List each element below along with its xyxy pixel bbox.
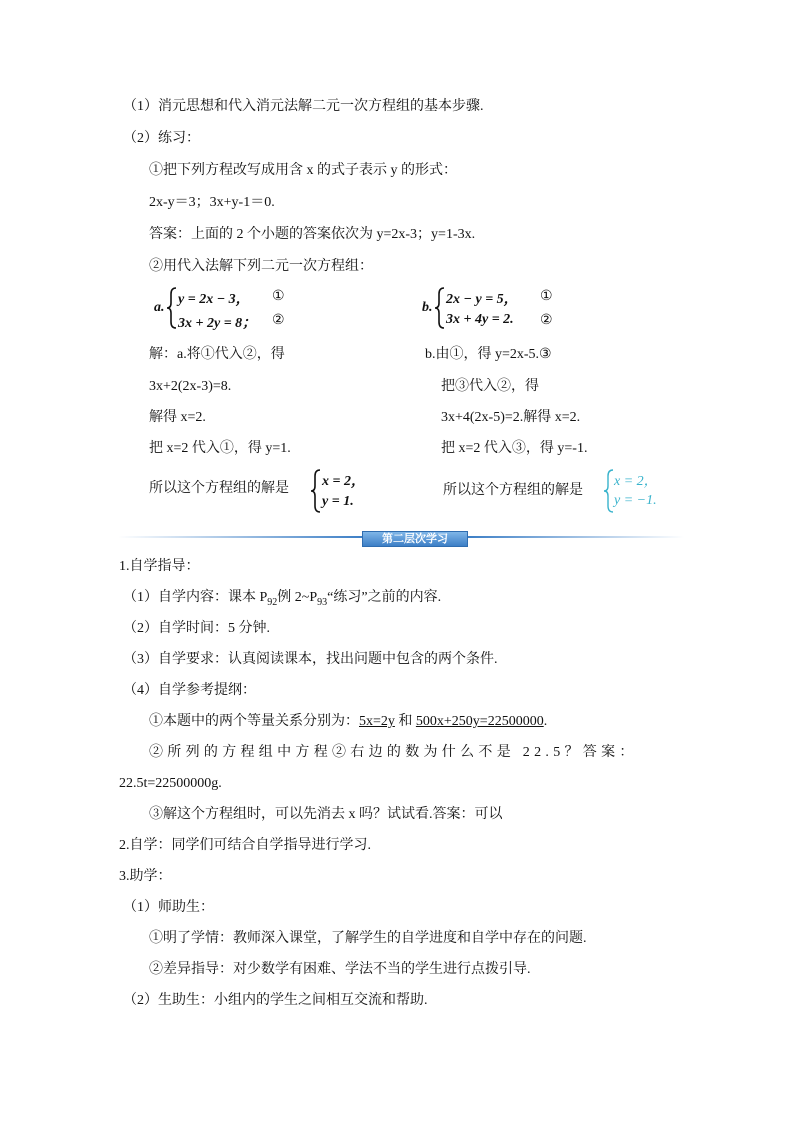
solution-b-step2: 把③代入②，得 (441, 379, 539, 394)
system-b-eq2: 3x + 4y = 2. (446, 312, 514, 327)
exercise-1-answer: 答案：上面的 2 个小题的答案依次为 y=2x-3；y=1-3x. (149, 227, 476, 242)
solution-a-step2: 3x+2(2x-3)=8. (149, 379, 232, 394)
marker-2: ② (272, 313, 285, 328)
left-brace-icon (310, 468, 322, 514)
exercise-2-prompt: ②用代入法解下列二元一次方程组： (149, 259, 373, 274)
solution-a-step4: 把 x=2 代入①，得 y=1. (149, 441, 291, 456)
solution-a-step1: 解：a.将①代入②，得 (149, 347, 285, 362)
section-divider (118, 531, 684, 543)
system-b-eq1: 2x − y = 5， (446, 292, 518, 307)
exercise-1-prompt: ①把下列方程改写成用含 x 的式子表示 y 的形式： (149, 163, 457, 178)
teacher-assist-item-2: ②差异指导：对少数学有困难、学法不当的学生进行点拨引导. (149, 962, 531, 977)
solution-a-x: x = 2， (322, 474, 365, 489)
solution-b-step1: b.由①，得 y=2x-5.③ (425, 347, 552, 362)
solution-b-x: x = 2， (614, 474, 658, 489)
left-brace-icon (166, 286, 178, 330)
outline-question-3: ③解这个方程组时，可以先消去 x 吗？试试看.答案：可以 (149, 807, 503, 822)
solution-b-y: y = −1. (614, 493, 657, 508)
solution-a-step3: 解得 x=2. (149, 410, 206, 425)
outline-question-2: ②所列的方程组中方程②右边的数为什么不是 22.5？答案： (149, 745, 638, 760)
solution-b-step4: 把 x=2 代入③，得 y=-1. (441, 441, 588, 456)
assist-heading: 3.助学： (119, 869, 172, 884)
solution-b-conclusion: 所以这个方程组的解是 (443, 483, 583, 498)
guide-content: （1）自学内容：课本 $P_{92}$例 $2\sim P_{93}“$练习”之前的内容. (123, 590, 442, 608)
self-study-heading: 2.自学：同学们可结合自学指导进行学习. (119, 838, 371, 853)
teacher-assist-heading: （1）师助生： (123, 900, 214, 915)
peer-assist-heading: （2）生助生：小组内的学生之间相互交流和帮助. (123, 993, 428, 1008)
guide-heading: 1.自学指导： (119, 559, 200, 574)
system-a-eq1: y = 2x − 3， (178, 292, 250, 307)
system-a-label: a. (154, 300, 165, 315)
outline-question-1: ①本题中的两个等量关系分别为：5x=2y 和 500x+250y=22500000. (149, 714, 548, 729)
exercise-1-equations: 2x-y＝3；3x+y-1＝0. (149, 195, 275, 210)
guide-outline-heading: （4）自学参考提纲： (123, 683, 256, 698)
marker-2: ② (540, 313, 553, 328)
marker-1: ① (540, 289, 553, 304)
solution-a-y: y = 1. (322, 494, 354, 509)
item-1-text: （1）消元思想和代入消元法解二元一次方程组的基本步骤. (123, 99, 484, 114)
outline-answer-2: 22.5t=22500000g. (119, 776, 222, 791)
section-divider-label: 第二层次学习 (362, 531, 468, 547)
guide-time: （2）自学时间：5 分钟. (123, 621, 270, 636)
system-a-eq2: 3x + 2y = 8； (178, 316, 257, 331)
item-2-heading: （2）练习： (123, 131, 200, 146)
marker-1: ① (272, 289, 285, 304)
system-b-label: b. (422, 300, 433, 315)
guide-requirement: （3）自学要求：认真阅读课本，找出问题中包含的两个条件. (123, 652, 498, 667)
teacher-assist-item-1: ①明了学情：教师深入课堂，了解学生的自学进度和自学中存在的问题. (149, 931, 587, 946)
left-brace-icon (434, 286, 446, 330)
solution-b-step3: 3x+4(2x-5)=2.解得 x=2. (441, 410, 581, 425)
solution-a-conclusion: 所以这个方程组的解是 (149, 481, 289, 496)
